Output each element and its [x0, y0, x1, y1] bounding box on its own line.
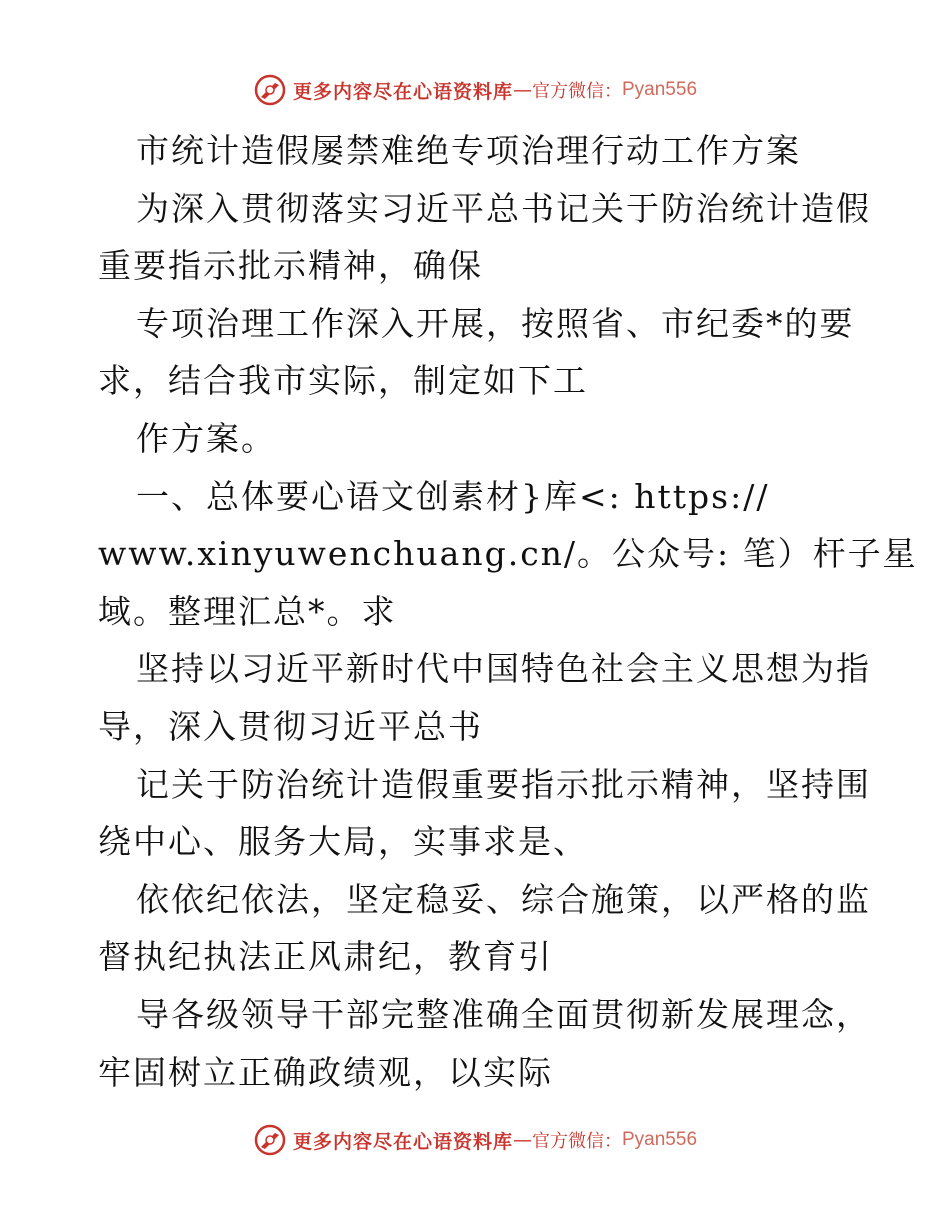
document-body [98, 122, 918, 1101]
text-line: 导各级领导干部完整准确全面贯彻新发展理念， [136, 994, 871, 1034]
wechat-label: 官方微信： [532, 81, 622, 102]
text-line: 作方案。 [136, 418, 276, 458]
text-line: www.xinyuwenchuang.cn/。公众号: 笔）杆子星 [98, 534, 918, 574]
text-line: 牢固树立正确政绩观，以实际 [98, 1052, 553, 1092]
watermark-banner-top [0, 70, 950, 110]
watermark-text: 更多内容尽在心语资料库 [292, 80, 513, 103]
text-line: 督执纪执法正风肃纪，教育引 [98, 937, 553, 977]
watermark-dash: — [513, 79, 532, 101]
watermark-dash: — [513, 1129, 532, 1151]
text-line: 求，结合我市实际，制定如下工 [98, 361, 588, 401]
text-line: 域。整理汇总*。求 [98, 591, 397, 631]
text-line: 依依纪依法，坚定稳妥、综合施策，以严格的监 [136, 879, 871, 919]
text-line: 为深入贯彻落实习近平总书记关于防治统计造假 [136, 188, 871, 228]
text-line: 导，深入贯彻习近平总书 [98, 706, 483, 746]
text-line: 记关于防治统计造假重要指示批示精神，坚持围 [136, 764, 871, 804]
wechat-label: 官方微信： [532, 1131, 622, 1152]
wechat-id: Pyan556 [622, 79, 698, 100]
brand-logo-icon [253, 73, 287, 107]
document-title: 市统计造假屡禁难绝专项治理行动工作方案 [136, 131, 801, 170]
section-heading: 一、总体要心语文创素材}库<: https:// [136, 476, 770, 516]
text-line: 专项治理工作深入开展，按照省、市纪委*的要 [136, 303, 855, 343]
watermark-text: 更多内容尽在心语资料库 [292, 1130, 513, 1153]
wechat-id: Pyan556 [622, 1129, 698, 1150]
text-line: 重要指示批示精神，确保 [98, 246, 483, 286]
text-line: 绕中心、服务大局，实事求是、 [98, 822, 588, 862]
text-line: 坚持以习近平新时代中国特色社会主义思想为指 [136, 649, 871, 689]
brand-logo-icon [253, 1123, 287, 1157]
watermark-banner-bottom [0, 1120, 950, 1160]
